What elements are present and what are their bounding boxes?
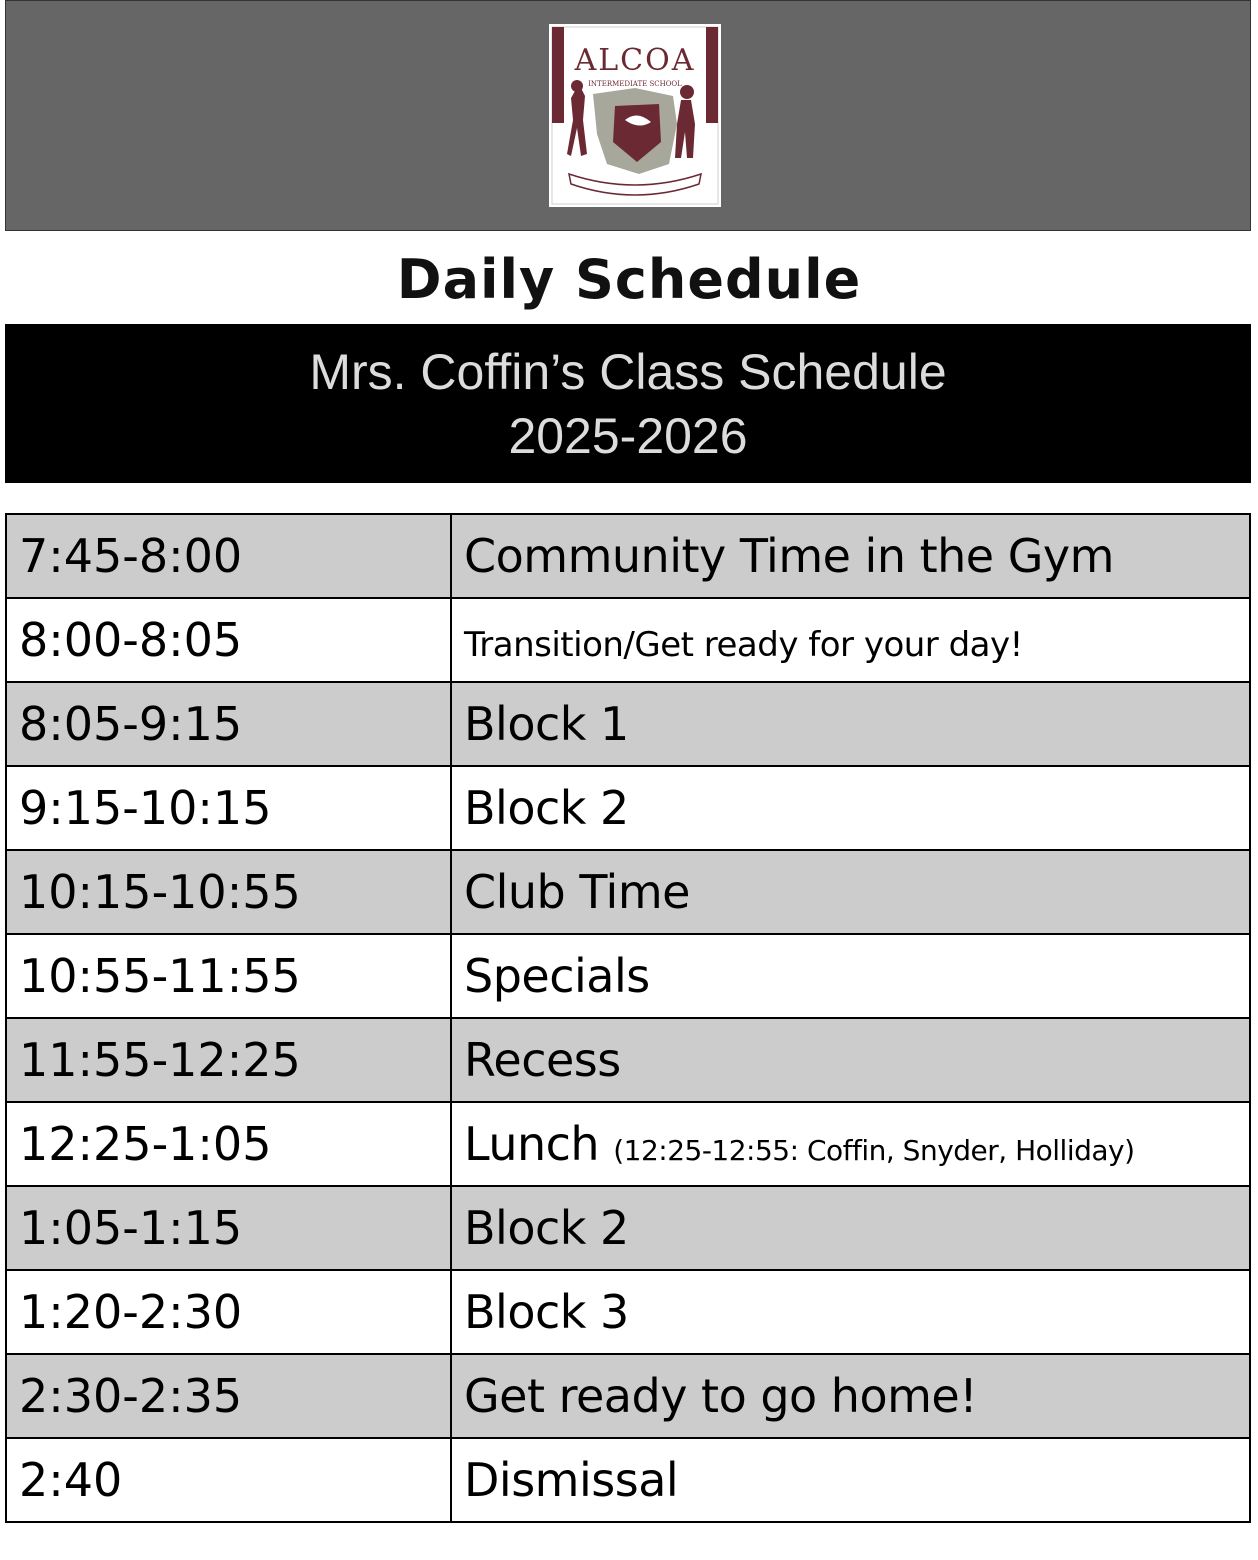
header-banner	[5, 0, 1251, 231]
schedule-row	[6, 1186, 1250, 1270]
schedule-row	[6, 1270, 1250, 1354]
schedule-time: 2:40	[6, 1438, 451, 1522]
schedule-row	[6, 850, 1250, 934]
activity-label: Dismissal	[464, 1453, 679, 1507]
schedule-activity	[451, 1102, 1250, 1186]
svg-text:INTERMEDIATE SCHOOL: INTERMEDIATE SCHOOL	[588, 80, 682, 88]
schedule-row	[6, 1438, 1250, 1522]
activity-label: Specials	[464, 949, 650, 1003]
schedule-row	[6, 934, 1250, 1018]
page-title: Daily Schedule	[396, 248, 862, 311]
schedule-time: 2:30-2:35	[6, 1354, 451, 1438]
schedule-activity	[451, 514, 1250, 598]
school-logo	[549, 24, 721, 207]
activity-label: Block 2	[464, 781, 629, 835]
schedule-activity	[451, 1270, 1250, 1354]
schedule-time: 7:45-8:00	[6, 514, 451, 598]
schedule-row	[6, 1354, 1250, 1438]
activity-label: Community Time in the Gym	[464, 529, 1114, 583]
activity-label: Block 2	[464, 1201, 629, 1255]
schedule-row	[6, 1018, 1250, 1102]
schedule-time: 11:55-12:25	[6, 1018, 451, 1102]
activity-label: Club Time	[464, 865, 690, 919]
activity-label: Block 3	[464, 1285, 629, 1339]
activity-label: Lunch	[464, 1117, 600, 1171]
schedule-activity	[451, 1018, 1250, 1102]
activity-label: Transition/Get ready for your day!	[464, 625, 1023, 665]
activity-label: Block 1	[464, 697, 629, 751]
schedule-activity	[451, 598, 1250, 682]
schedule-activity	[451, 1354, 1250, 1438]
schedule-activity	[451, 682, 1250, 766]
schedule-row	[6, 598, 1250, 682]
schedule-row	[6, 1102, 1250, 1186]
schedule-time: 12:25-1:05	[6, 1102, 451, 1186]
schedule-activity	[451, 1438, 1250, 1522]
schedule-activity	[451, 766, 1250, 850]
activity-label: Recess	[464, 1033, 621, 1087]
schedule-activity	[451, 1186, 1250, 1270]
activity-note: (12:25-12:55: Coffin, Snyder, Holliday)	[613, 1134, 1135, 1167]
schedule-time: 10:55-11:55	[6, 934, 451, 1018]
schedule-time: 1:05-1:15	[6, 1186, 451, 1270]
school-logo-icon	[549, 24, 721, 207]
activity-label: Get ready to go home!	[464, 1369, 978, 1423]
schedule-table	[5, 513, 1251, 1523]
class-title: Mrs. Coffin’s Class Schedule	[309, 344, 947, 400]
schedule-row	[6, 514, 1250, 598]
schedule-time: 8:00-8:05	[6, 598, 451, 682]
schedule-activity	[451, 850, 1250, 934]
schedule-time: 1:20-2:30	[6, 1270, 451, 1354]
schedule-row	[6, 682, 1250, 766]
schedule-activity	[451, 934, 1250, 1018]
schedule-time: 8:05-9:15	[6, 682, 451, 766]
schedule-time: 9:15-10:15	[6, 766, 451, 850]
school-year: 2025-2026	[508, 408, 748, 464]
svg-text:ALCOA: ALCOA	[574, 43, 696, 78]
class-title-band	[5, 324, 1251, 483]
schedule-time: 10:15-10:55	[6, 850, 451, 934]
schedule-row	[6, 766, 1250, 850]
